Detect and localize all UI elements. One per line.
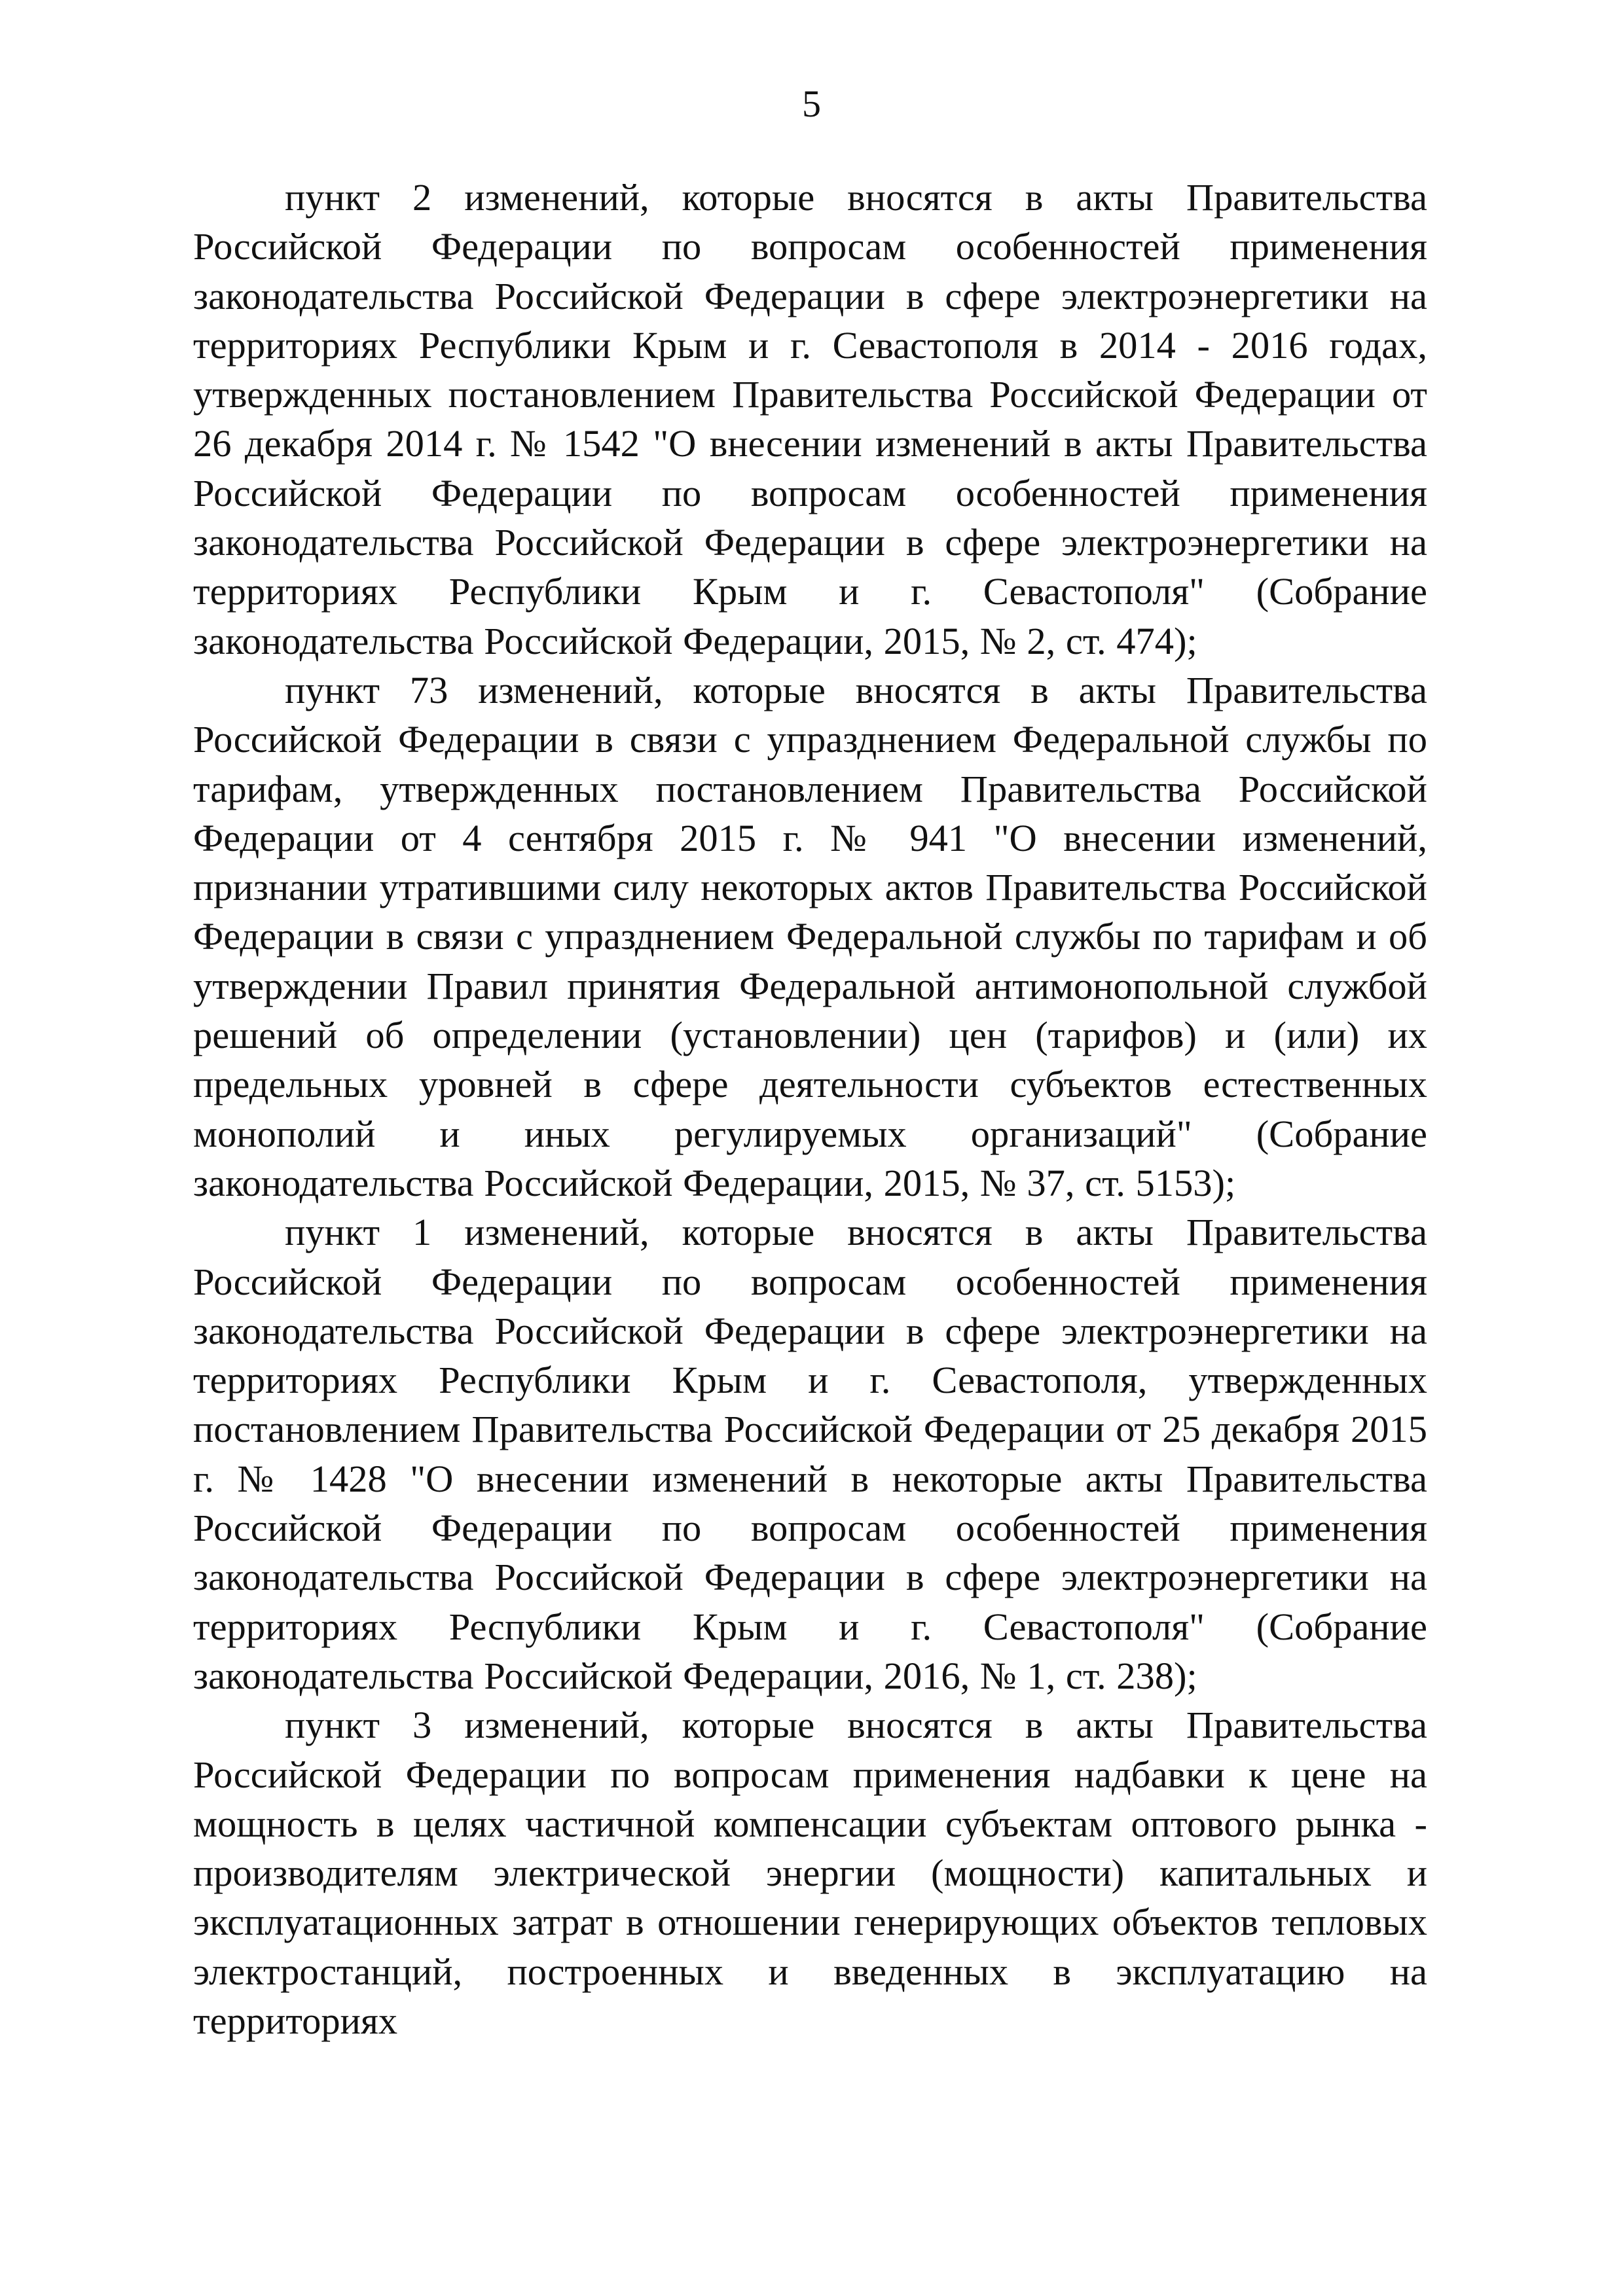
paragraph-item-73-decree-941: пункт 73 изменений, которые вносятся в акты Правительства Российской Федерации в связи с упразднением Федеральной службы по тарифам, утвержденных постановлением Правительства Российской Федерации от 4 сентября 2015 г. № 941 "О внесении изменений, признании утратившими силу некоторых актов Правительства Российской Федерации в связи с упразднением Федеральной службы по тарифам и об утверждении Правил принятия Федеральной антимонопольной службой решений об определении (установлении) цен (тарифов) и (или) их предельных уровней в сфере деятельности субъектов естественных монополий и иных регулируемых организаций" (Собрание законодательства Российской Федерации, 2015, № 37, ст. 5153);: [193, 668, 1427, 1204]
document-body: [193, 173, 1427, 2045]
paragraph-item-1-decree-1428: пункт 1 изменений, которые вносятся в акты Правительства Российской Федерации по вопросам особенностей применения законодательства Российской Федерации в сфере электроэнергетики на территориях Республики Крым и г. Севастополя, утвержденных постановлением Правительства Российской Федерации от 25 декабря 2015 г. № 1428 "О внесении изменений в некоторые акты Правительства Российской Федерации по вопросам особенностей применения законодательства Российской Федерации в сфере электроэнергетики на территориях Республики Крым и г. Севастополя" (Собрание законодательства Российской Федерации, 2016, № 1, ст. 238);: [193, 1211, 1427, 1697]
paragraph-item-3-capacity-surcharge: пункт 3 изменений, которые вносятся в акты Правительства Российской Федерации по вопросам применения надбавки к цене на мощность в целях частичной компенсации субъектам оптового рынка - производителям электрической энергии (мощности) капитальных и эксплуатационных затрат в отношении генерирующих объектов тепловых электростанций, построенных и введенных в эксплуатацию на территориях: [193, 1704, 1427, 2042]
page-number: 5: [802, 82, 821, 125]
paragraph-item-2-decree-1542: пункт 2 изменений, которые вносятся в акты Правительства Российской Федерации по вопросам особенностей применения законодательства Российской Федерации в сфере электроэнергетики на территориях Республики Крым и г. Севастополя в 2014 - 2016 годах, утвержденных постановлением Правительства Российской Федерации от 26 декабря 2014 г. № 1542 "О внесении изменений в акты Правительства Российской Федерации по вопросам особенностей применения законодательства Российской Федерации в сфере электроэнергетики на территориях Республики Крым и г. Севастополя" (Собрание законодательства Российской Федерации, 2015, № 2, ст. 474);: [193, 176, 1427, 662]
